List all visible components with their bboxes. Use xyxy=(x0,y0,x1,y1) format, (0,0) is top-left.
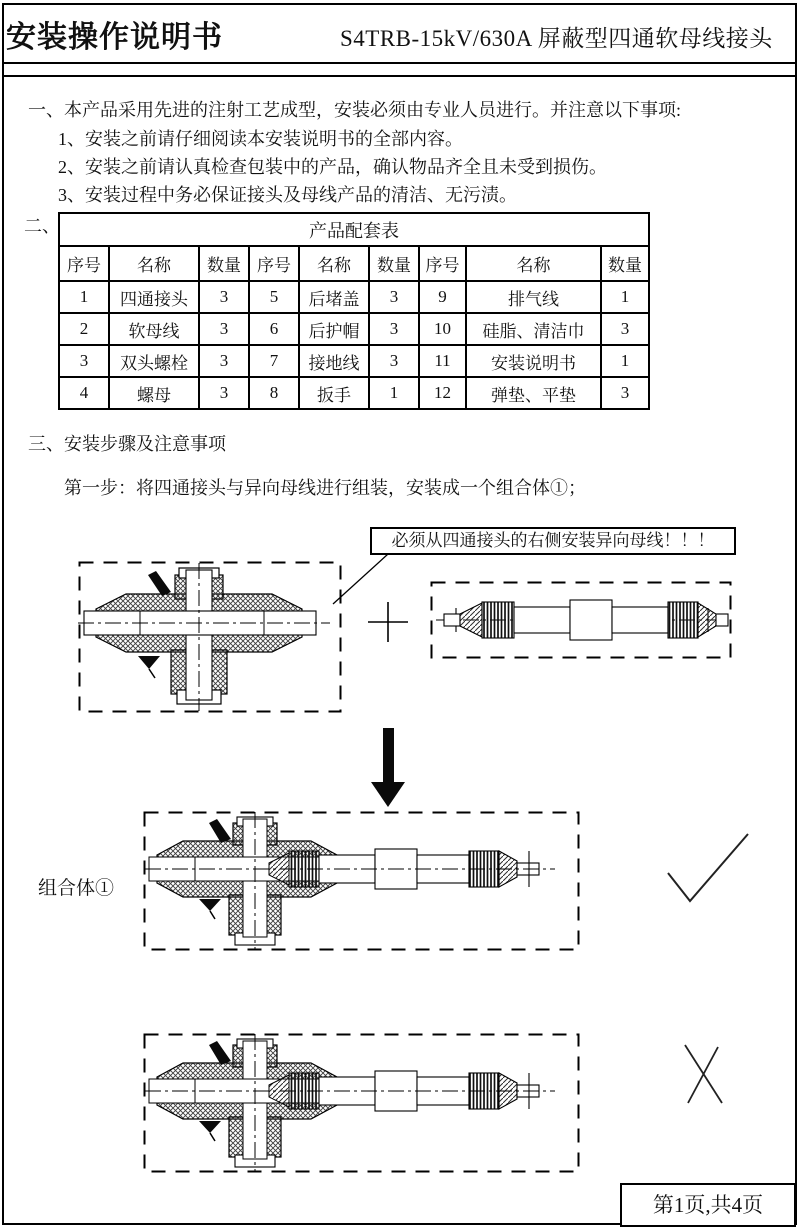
cell: 9 xyxy=(419,281,466,313)
product-model-title: S4TRB-15kV/630A 屏蔽型四通软母线接头 xyxy=(340,26,773,51)
table-row xyxy=(59,377,649,409)
cell: 扳手 xyxy=(299,377,369,409)
cell: 7 xyxy=(249,345,299,377)
assembly-correct-diagram xyxy=(143,811,580,951)
cell: 11 xyxy=(419,345,466,377)
col-header: 名称 xyxy=(109,246,199,281)
cell: 3 xyxy=(199,345,249,377)
cell: 1 xyxy=(601,281,649,313)
down-arrow-icon xyxy=(368,728,408,808)
col-header: 序号 xyxy=(59,246,109,281)
sprue-arrow-icon xyxy=(148,571,171,596)
cell: 接地线 xyxy=(299,345,369,377)
section1-item: 1、安装之前请仔细阅读本安装说明书的全部内容。 xyxy=(58,129,463,149)
plus-icon xyxy=(366,600,410,644)
header-divider-bottom xyxy=(2,75,797,77)
cell: 后护帽 xyxy=(299,313,369,345)
busbar-diagram xyxy=(430,581,732,659)
step1-text: 第一步：将四通接头与异向母线进行组装，安装成一个组合体①； xyxy=(64,478,586,498)
section1-heading: 一、本产品采用先进的注射工艺成型，安装必须由专业人员进行。并注意以下事项: xyxy=(28,100,681,120)
cell: 1 xyxy=(59,281,109,313)
cell: 10 xyxy=(419,313,466,345)
cell: 6 xyxy=(249,313,299,345)
col-header: 序号 xyxy=(249,246,299,281)
cell: 3 xyxy=(601,313,649,345)
cell: 1 xyxy=(601,345,649,377)
table-row xyxy=(59,345,649,377)
cell: 螺母 xyxy=(109,377,199,409)
cell: 后堵盖 xyxy=(299,281,369,313)
col-header: 数量 xyxy=(369,246,419,281)
cell: 1 xyxy=(369,377,419,409)
cell: 5 xyxy=(249,281,299,313)
cell: 四通接头 xyxy=(109,281,199,313)
cell: 3 xyxy=(59,345,109,377)
table-row xyxy=(59,281,649,313)
cell: 4 xyxy=(59,377,109,409)
parts-table xyxy=(58,212,650,410)
cell: 3 xyxy=(601,377,649,409)
assembly-label: 组合体① xyxy=(38,878,115,899)
cell: 3 xyxy=(199,377,249,409)
col-header: 序号 xyxy=(419,246,466,281)
col-header: 数量 xyxy=(601,246,649,281)
section1-item: 2、安装之前请认真检查包装中的产品，确认物品齐全且未受到损伤。 xyxy=(58,157,607,177)
page-title: 安装操作说明书 xyxy=(6,21,223,54)
cell: 软母线 xyxy=(109,313,199,345)
col-header: 名称 xyxy=(299,246,369,281)
section2-label: 二、 xyxy=(24,216,60,236)
cell: 3 xyxy=(369,345,419,377)
parts-table-title: 产品配套表 xyxy=(59,213,649,246)
assembly-wrong-diagram xyxy=(143,1033,580,1173)
cell: 安装说明书 xyxy=(466,345,601,377)
cell: 双头螺栓 xyxy=(109,345,199,377)
section3-heading: 三、安装步骤及注意事项 xyxy=(28,434,226,454)
cell: 8 xyxy=(249,377,299,409)
col-header: 名称 xyxy=(466,246,601,281)
cell: 弹垫、平垫 xyxy=(466,377,601,409)
four-way-connector-diagram xyxy=(78,561,342,713)
cell: 3 xyxy=(369,313,419,345)
col-header: 数量 xyxy=(199,246,249,281)
cell: 3 xyxy=(199,313,249,345)
cell: 2 xyxy=(59,313,109,345)
cell: 排气线 xyxy=(466,281,601,313)
page-number-box: 第1页,共4页 xyxy=(620,1183,796,1227)
x-mark-icon xyxy=(682,1042,726,1106)
section1-item: 3、安装过程中务必保证接头及母线产品的清洁、无污渍。 xyxy=(58,185,517,205)
cell: 3 xyxy=(369,281,419,313)
cell: 12 xyxy=(419,377,466,409)
table-row xyxy=(59,313,649,345)
warning-callout: 必须从四通接头的右侧安装异向母线！！！ xyxy=(370,527,736,555)
checkmark-icon xyxy=(660,828,755,908)
cell: 3 xyxy=(199,281,249,313)
header-divider-top xyxy=(2,62,797,64)
pointer-triangle-icon xyxy=(138,656,160,669)
parts-table-header-row xyxy=(59,246,649,281)
cell: 硅脂、清洁巾 xyxy=(466,313,601,345)
